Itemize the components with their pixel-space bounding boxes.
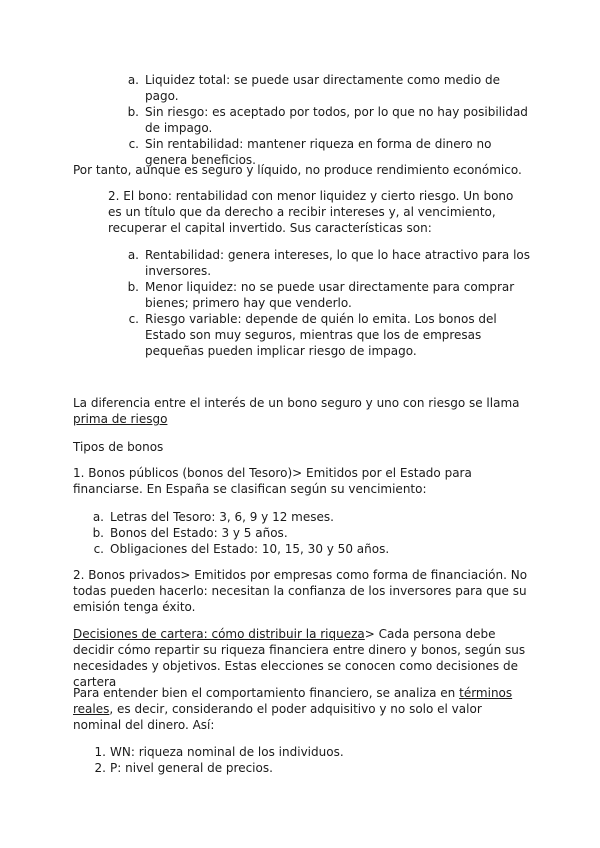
- list-item: [125, 247, 530, 279]
- list-item-text: Obligaciones del Estado: 10, 15, 30 y 50 años.: [110, 542, 390, 556]
- underlined-term-prima-de-riesgo: prima de riesgo: [73, 412, 168, 426]
- list-item: [90, 744, 520, 760]
- paragraph-bono: 2. El bono: rentabilidad con menor liquidez y cierto riesgo. Un bono es un título que da derecho a recibir intereses y, al vencimiento, recuperar el capital invertido. Sus características son:: [108, 189, 514, 235]
- list-item-text: Liquidez total: se puede usar directamente como medio de pago.: [145, 73, 501, 103]
- list-item-text: P: nivel general de precios.: [110, 761, 273, 775]
- list-marker: c.: [93, 542, 104, 556]
- list-item-text: Bonos del Estado: 3 y 5 años.: [110, 526, 288, 540]
- list-item: [125, 279, 530, 311]
- list-item-text: Rentabilidad: genera intereses, lo que lo hace atractivo para los inversores.: [145, 248, 530, 278]
- paragraph-bonos-privados: 2. Bonos privados> Emitidos por empresas como forma de financiación. No todas pueden hacerlo: necesitan la confianza de los inversores para que su emisión tenga éxito.: [73, 568, 528, 614]
- paragraph-text: Para entender bien el comportamiento financiero, se analiza en: [73, 686, 460, 700]
- underlined-term-decisiones-de-cartera: Decisiones de cartera: cómo distribuir la riqueza: [73, 627, 365, 641]
- list-item-text: Menor liquidez: no se puede usar directamente para comprar bienes; primero hay que venderlo.: [145, 280, 515, 310]
- list-item: [90, 541, 520, 557]
- paragraph-decisiones: [73, 626, 528, 690]
- paragraph-terminos-reales: [73, 685, 528, 733]
- list-item-text: Sin rentabilidad: mantener riqueza en forma de dinero no genera beneficios.: [145, 137, 492, 167]
- list-item: [125, 72, 530, 104]
- paragraph-diferencia: [73, 395, 528, 427]
- paragraph-text: > Cada persona debe decidir cómo repartir su riqueza financiera entre dinero y bonos, según sus necesidades y objetivos. Estas elecciones se conocen como decisiones de cartera: [73, 627, 526, 689]
- list-marker: 1.: [94, 745, 106, 759]
- list-marker: c.: [128, 312, 139, 326]
- paragraph-bonos-publicos: 1. Bonos públicos (bonos del Tesoro)> Emitidos por el Estado para financiarse. En España se clasifican según su vencimiento:: [73, 466, 472, 496]
- paragraph-text: , es decir, considerando el poder adquisitivo y no solo el valor nominal del dinero. Así:: [73, 702, 482, 732]
- money-characteristics-list: [125, 72, 530, 168]
- list-item: [90, 509, 520, 525]
- list-item-text: WN: riqueza nominal de los individuos.: [110, 745, 344, 759]
- list-item-text: Riesgo variable: depende de quién lo emita. Los bonos del Estado son muy seguros, mientras que los de empresas pequeñas pueden implicar riesgo de impago.: [145, 312, 497, 358]
- underlined-term-terminos-reales: términos reales: [73, 686, 513, 716]
- list-item: [90, 760, 520, 776]
- list-item-text: Sin riesgo: es aceptado por todos, por lo que no hay posibilidad de impago.: [145, 105, 528, 135]
- paragraph-text: La diferencia entre el interés de un bono seguro y uno con riesgo se llama: [73, 396, 520, 410]
- heading-tipos-de-bonos: Tipos de bonos: [73, 440, 164, 454]
- real-terms-list: [90, 744, 520, 776]
- list-marker: b.: [127, 105, 139, 119]
- public-bonds-list: [90, 509, 520, 557]
- list-marker: a.: [92, 510, 104, 524]
- list-marker: a.: [127, 73, 139, 87]
- list-marker: b.: [92, 526, 104, 540]
- list-marker: 2.: [94, 761, 106, 775]
- list-item: [125, 311, 530, 359]
- paragraph-por-tanto: Por tanto, aunque es seguro y líquido, no produce rendimiento económico.: [73, 163, 522, 177]
- list-item: [125, 104, 530, 136]
- list-marker: a.: [127, 248, 139, 262]
- list-marker: c.: [128, 137, 139, 151]
- list-item: [90, 525, 520, 541]
- bond-characteristics-list: [125, 247, 530, 359]
- list-marker: b.: [127, 280, 139, 294]
- list-item-text: Letras del Tesoro: 3, 6, 9 y 12 meses.: [110, 510, 334, 524]
